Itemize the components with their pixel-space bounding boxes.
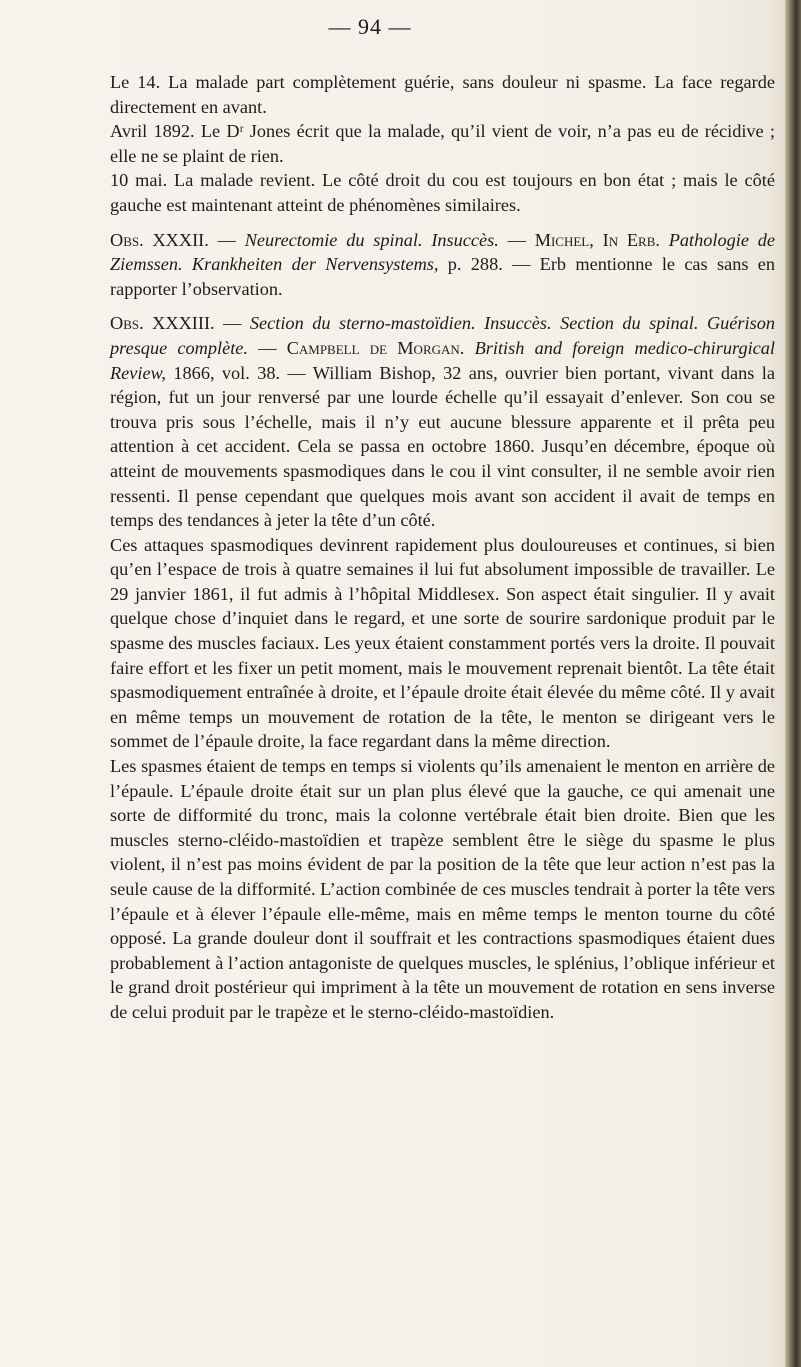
book-binding-edge xyxy=(785,0,801,1367)
observation-source: Pathologie de Ziemssen. Krankheiten der Nervensystems, xyxy=(110,229,776,275)
observation-33 xyxy=(110,311,775,532)
observation-text: 1866, vol. 38. — William Bishop, 32 ans, ouvrier bien portant, vivant dans la région, fut un jour renversé par une lourde échelle qu’il essayait d’enlever. Son cou se trouva pris sous l’échelle, mais il n’y eut aucune blessure apparente et il prêta peu attention à cet accident. Cela se passa en octobre 1860. Jusqu’en décembre, époque où atteint de mouvements spasmodiques dans le cou il vint consulter, il ne semble avoir rien ressenti. Il pense cependant que quelques mois avant son accident il avait de temps en temps des tendances à jeter la tête d’un côté. xyxy=(110,362,775,531)
observation-32 xyxy=(110,228,775,302)
observation-title: Section du sterno-mastoïdien. Insuccès. Section du spinal. Guérison presque complète. xyxy=(110,313,775,358)
spacer xyxy=(110,301,775,311)
paragraph-avril-1892: Avril 1892. Le Dʳ Jones écrit que la malade, qu’il vient de voir, n’a pas eu de récidive ; elle ne se plaint de rien. xyxy=(110,121,775,166)
observation-label: Obs. XXXIII. — xyxy=(110,313,242,334)
paragraph-le-14: Le 14. La malade part complètement guérie, sans douleur ni spasme. La face regarde directement en avant. xyxy=(110,72,775,117)
body-text xyxy=(110,70,775,1025)
paragraph-spasmes: Les spasmes étaient de temps en temps si violents qu’ils amenaient le menton en arrière de l’épaule. L’épaule droite était sur un plan plus élevé que la gauche, ce qui amenait une sorte de difformité du tronc, mais la colonne vertébrale était bien droite. Bien que les muscles sterno-cléido-mastoïdien et trapèze semblent être le siège du spasme le plus violent, il n’est pas moins évident de par la position de la tête que leur action n’est pas la seule cause de la difformité. L’action combinée de ces muscles tendrait à porter la tête vers l’épaule et à élever l’épaule elle-même, mais en même temps le menton tourne du côté opposé. La grande douleur dont il souffrait et les contractions spasmodiques étaient dues probablement à l’action antagoniste de quelques muscles, le splénius, l’oblique inférieur et le grand droit postérieur qui impriment à la tête un mouvement de rotation en sens inverse de celui produit par le trapèze et le sterno-cléido-mastoïdien. xyxy=(110,756,775,1022)
observation-source: British and foreign medico-chirurgical Review, xyxy=(110,337,775,383)
observation-separator: — xyxy=(258,337,277,358)
observation-author: Campbell de Morgan. xyxy=(286,337,465,358)
observation-text: p. 288. — Erb mentionne le cas sans en rapporter l’observation. xyxy=(110,254,775,299)
paragraph-attaques: Ces attaques spasmodiques devinrent rapidement plus douloureuses et continues, si bien qu’en l’espace de trois à quatre semaines il lui fut absolument impossible de travailler. Le 29 janvier 1861, il fut admis à l’hôpital Middlesex. Son aspect était singulier. Il y avait quelque chose d’inquiet dans le regard, et une sorte de sourire sardonique produit par le spasme des muscles faciaux. Les yeux étaient constamment portés vers la droite. Il pouvait faire effort et les fixer un petit moment, mais le mouvement reprenait bientôt. La tête était spasmodiquement entraînée à droite, et l’épaule droite était élevée du même côté. Il y avait en même temps un mouvement de rotation de la tête, le menton se dirigeant vers le sommet de l’épaule droite, la face regardant dans la même direction. xyxy=(110,534,775,752)
spacer xyxy=(110,218,775,228)
observation-author: Michel, In Erb. xyxy=(534,229,660,250)
observation-label: Obs. XXXII. — xyxy=(110,229,236,250)
observation-separator: — xyxy=(507,229,526,250)
paragraph-10-mai: 10 mai. La malade revient. Le côté droit du cou est toujours en bon état ; mais le côté gauche est maintenant atteint de phénomènes similaires. xyxy=(110,170,775,215)
observation-title: Neurectomie du spinal. Insuccès. xyxy=(244,229,499,250)
page-number: — 94 — xyxy=(328,14,412,39)
